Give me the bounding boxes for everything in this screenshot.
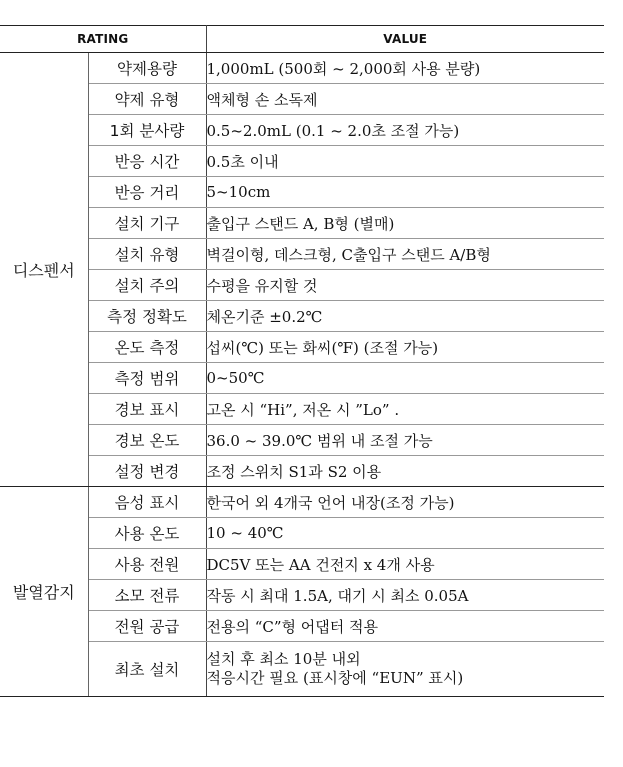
row-label: 반응 시간: [88, 146, 206, 177]
row-value: [206, 642, 604, 697]
row-label: 측정 정확도: [88, 301, 206, 332]
table-row: [0, 549, 604, 580]
table-row: [0, 53, 604, 84]
row-label: 사용 전원: [88, 549, 206, 580]
table-row: [0, 301, 604, 332]
row-value: 액체형 손 소독제: [206, 84, 604, 115]
table-row: [0, 363, 604, 394]
row-value: 섭씨(℃) 또는 화씨(℉) (조절 가능): [206, 332, 604, 363]
row-value: DC5V 또는 AA 건전지 x 4개 사용: [206, 549, 604, 580]
row-label: 소모 전류: [88, 580, 206, 611]
row-label: 경보 온도: [88, 425, 206, 456]
row-label: 사용 온도: [88, 518, 206, 549]
row-value: 벽걸이형, 데스크형, C출입구 스탠드 A/B형: [206, 239, 604, 270]
header-row: [0, 26, 604, 53]
row-label: 설치 유형: [88, 239, 206, 270]
table-row: [0, 580, 604, 611]
row-value: 0.5초 이내: [206, 146, 604, 177]
row-label: 경보 표시: [88, 394, 206, 425]
row-value: 1,000mL (500회 ~ 2,000회 사용 분량): [206, 53, 604, 84]
row-label: 1회 분사량: [88, 115, 206, 146]
row-value: 10 ~ 40℃: [206, 518, 604, 549]
table-row: [0, 239, 604, 270]
table-row: [0, 456, 604, 487]
row-value-line: 설치 후 최소 10분 내외: [206, 650, 361, 668]
row-value: 5~10cm: [206, 177, 604, 208]
row-value: 고온 시 “Hi”, 저온 시 ”Lo” .: [206, 394, 604, 425]
table-row: [0, 146, 604, 177]
row-value: 한국어 외 4개국 언어 내장(조정 가능): [206, 487, 604, 518]
group-fever-detection: 발열감지: [0, 487, 88, 697]
value-header: VALUE: [206, 26, 604, 53]
table-row: [0, 84, 604, 115]
spec-table: [0, 25, 604, 697]
row-label: 측정 범위: [88, 363, 206, 394]
table-row: [0, 611, 604, 642]
table-row: [0, 208, 604, 239]
row-label: 설치 주의: [88, 270, 206, 301]
row-label: 설정 변경: [88, 456, 206, 487]
row-value: 전용의 “C”형 어댑터 적용: [206, 611, 604, 642]
table-row: [0, 177, 604, 208]
row-value: 수평을 유지할 것: [206, 270, 604, 301]
row-value: 조정 스위치 S1과 S2 이용: [206, 456, 604, 487]
table-row: [0, 115, 604, 146]
row-value: 출입구 스탠드 A, B형 (별매): [206, 208, 604, 239]
row-label: 설치 기구: [88, 208, 206, 239]
row-label: 약제용량: [88, 53, 206, 84]
table-row: [0, 642, 604, 697]
row-label: 반응 거리: [88, 177, 206, 208]
table-row: [0, 270, 604, 301]
table-row: [0, 487, 604, 518]
row-label: 음성 표시: [88, 487, 206, 518]
row-label: 전원 공급: [88, 611, 206, 642]
table-row: [0, 394, 604, 425]
row-value: 36.0 ~ 39.0℃ 범위 내 조절 가능: [206, 425, 604, 456]
table-row: [0, 332, 604, 363]
table-row: [0, 518, 604, 549]
row-value-line: 적응시간 필요 (표시창에 “EUN” 표시): [206, 669, 464, 687]
row-label: 약제 유형: [88, 84, 206, 115]
row-label: 최초 설치: [88, 642, 206, 697]
row-value: 0~50℃: [206, 363, 604, 394]
row-value: 체온기준 ±0.2℃: [206, 301, 604, 332]
group-dispenser: 디스펜서: [0, 53, 88, 487]
rating-header: RATING: [0, 26, 206, 53]
table-row: [0, 425, 604, 456]
row-value: 0.5~2.0mL (0.1 ~ 2.0초 조절 가능): [206, 115, 604, 146]
row-value: 작동 시 최대 1.5A, 대기 시 최소 0.05A: [206, 580, 604, 611]
row-label: 온도 측정: [88, 332, 206, 363]
